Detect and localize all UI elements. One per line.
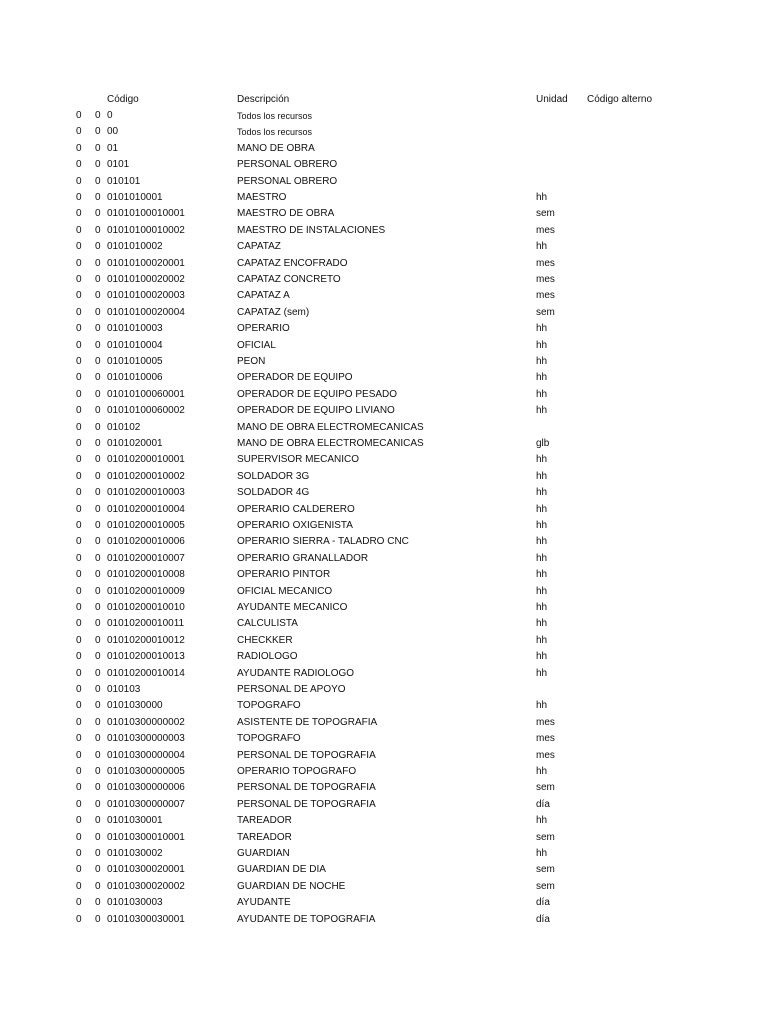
- table-row: [0, 469, 768, 485]
- row-code: 01010200010005: [107, 520, 185, 531]
- row-col-b: 0: [95, 339, 101, 351]
- row-col-a: 0: [76, 126, 82, 138]
- header-codigo-alterno: Código alterno: [587, 94, 653, 105]
- row-unit: día: [536, 897, 550, 909]
- row-unit: hh: [536, 618, 548, 630]
- row-description: PERSONAL OBRERO: [237, 175, 338, 187]
- table-row: [0, 616, 768, 632]
- row-description: MAESTRO DE OBRA: [237, 208, 335, 220]
- row-description: CALCULISTA: [237, 618, 298, 630]
- row-col-b: 0: [95, 356, 101, 367]
- row-unit: hh: [536, 323, 548, 335]
- row-unit: hh: [536, 503, 548, 515]
- row-unit: hh: [536, 585, 548, 597]
- row-col-b: 0: [95, 503, 101, 515]
- header-descripcion: Descripción: [237, 94, 290, 105]
- row-unit: día: [536, 798, 550, 810]
- row-unit: hh: [536, 569, 548, 581]
- row-col-b: 0: [95, 536, 101, 548]
- row-col-a: 0: [76, 585, 82, 597]
- row-description: PERSONAL DE TOPOGRAFIA: [237, 782, 376, 794]
- row-code: 01010200010004: [107, 503, 185, 515]
- row-col-a: 0: [76, 323, 82, 335]
- row-col-a: 0: [76, 454, 82, 466]
- row-code: 0101030000: [107, 700, 163, 712]
- row-description: TAREADOR: [237, 831, 292, 843]
- row-description: OPERARIO OXIGENISTA: [237, 520, 353, 531]
- table-row: [0, 895, 768, 911]
- row-description: GUARDIAN DE DIA: [237, 864, 326, 876]
- row-col-a: 0: [76, 913, 82, 925]
- row-description: PERSONAL DE APOYO: [237, 684, 346, 695]
- row-description: TOPOGRAFO: [237, 700, 301, 712]
- row-col-b: 0: [95, 405, 101, 417]
- row-description: OFICIAL MECANICO: [237, 585, 333, 597]
- row-unit: hh: [536, 405, 548, 417]
- row-unit: mes: [536, 749, 555, 761]
- row-col-a: 0: [76, 651, 82, 663]
- row-code: 0101010002: [107, 241, 163, 253]
- row-code: 01010100020004: [107, 306, 185, 318]
- row-col-b: 0: [95, 651, 101, 663]
- row-description: MANO DE OBRA ELECTROMECANICAS: [237, 438, 424, 449]
- row-col-b: 0: [95, 520, 101, 531]
- table-row: [0, 321, 768, 337]
- row-code: 010103: [107, 684, 141, 695]
- table-row: [0, 534, 768, 550]
- table-row: [0, 305, 768, 321]
- row-col-b: 0: [95, 274, 101, 285]
- row-code: 0101010001: [107, 192, 163, 203]
- row-code: 01010200010001: [107, 454, 185, 466]
- row-col-a: 0: [76, 634, 82, 646]
- row-col-b: 0: [95, 290, 101, 302]
- table-row: [0, 403, 768, 419]
- row-col-b: 0: [95, 733, 101, 745]
- row-code: 00: [107, 126, 119, 138]
- row-description: OFICIAL: [237, 339, 276, 351]
- row-description: GUARDIAN: [237, 848, 290, 859]
- row-description: OPERARIO: [237, 323, 290, 335]
- row-col-b: 0: [95, 864, 101, 876]
- table-row: [0, 715, 768, 731]
- row-description: CAPATAZ: [237, 241, 281, 253]
- row-description: AYUDANTE DE TOPOGRAFIA: [237, 913, 376, 925]
- row-code: 0101: [107, 159, 130, 171]
- row-unit: mes: [536, 257, 555, 269]
- row-unit: sem: [536, 880, 555, 892]
- row-unit: hh: [536, 470, 548, 482]
- row-col-b: 0: [95, 749, 101, 761]
- row-col-a: 0: [76, 274, 82, 285]
- row-col-b: 0: [95, 454, 101, 466]
- row-col-b: 0: [95, 208, 101, 220]
- row-col-b: 0: [95, 684, 101, 695]
- row-col-a: 0: [76, 897, 82, 909]
- row-unit: hh: [536, 848, 548, 859]
- row-col-b: 0: [95, 438, 101, 449]
- row-code: 010101: [107, 175, 141, 187]
- row-code: 01010100020001: [107, 257, 185, 269]
- row-code: 01010100010002: [107, 224, 185, 236]
- table-row: [0, 764, 768, 780]
- table-row: [0, 731, 768, 747]
- table-row: [0, 338, 768, 354]
- table-row: [0, 485, 768, 501]
- row-description: AYUDANTE: [237, 897, 291, 909]
- table-row: [0, 813, 768, 829]
- row-unit: mes: [536, 224, 555, 236]
- row-col-a: 0: [76, 552, 82, 564]
- table-row: [0, 223, 768, 239]
- row-code: 01010200010013: [107, 651, 185, 663]
- row-description: CHECKKER: [237, 634, 293, 646]
- row-code: 010102: [107, 421, 141, 433]
- row-unit: sem: [536, 864, 555, 876]
- table-row: [0, 108, 768, 124]
- row-code: 01010300000006: [107, 782, 185, 794]
- row-description: MAESTRO DE INSTALACIONES: [237, 224, 386, 236]
- row-col-b: 0: [95, 848, 101, 859]
- row-description: OPERARIO SIERRA - TALADRO CNC: [237, 536, 409, 548]
- row-col-a: 0: [76, 848, 82, 859]
- table-row: [0, 666, 768, 682]
- row-description: CAPATAZ ENCOFRADO: [237, 257, 348, 269]
- row-description: OPERARIO PINTOR: [237, 569, 331, 581]
- row-code: 01010100020002: [107, 274, 185, 285]
- row-col-b: 0: [95, 552, 101, 564]
- table-row: [0, 567, 768, 583]
- row-col-a: 0: [76, 700, 82, 712]
- row-code: 0101020001: [107, 438, 163, 449]
- row-col-a: 0: [76, 372, 82, 384]
- table-row: [0, 387, 768, 403]
- row-col-b: 0: [95, 880, 101, 892]
- row-code: 01010200010007: [107, 552, 185, 564]
- row-col-a: 0: [76, 388, 82, 400]
- table-row: [0, 518, 768, 534]
- table-row: [0, 780, 768, 796]
- table-row: [0, 551, 768, 567]
- table-row: [0, 256, 768, 272]
- row-code: 01010300010001: [107, 831, 185, 843]
- row-unit: hh: [536, 766, 548, 777]
- row-col-b: 0: [95, 372, 101, 384]
- table-row: [0, 912, 768, 928]
- row-col-b: 0: [95, 700, 101, 712]
- table-row: [0, 862, 768, 878]
- row-code: 0101010004: [107, 339, 163, 351]
- table-row: [0, 141, 768, 157]
- row-col-a: 0: [76, 110, 82, 121]
- row-code: 0101010003: [107, 323, 163, 335]
- row-unit: hh: [536, 651, 548, 663]
- table-row: [0, 682, 768, 698]
- row-code: 0101010005: [107, 356, 163, 367]
- row-unit: hh: [536, 356, 548, 367]
- row-col-a: 0: [76, 405, 82, 417]
- row-unit: mes: [536, 290, 555, 302]
- row-col-a: 0: [76, 175, 82, 187]
- row-code: 0101010006: [107, 372, 163, 384]
- row-unit: hh: [536, 454, 548, 466]
- row-unit: sem: [536, 831, 555, 843]
- row-col-b: 0: [95, 421, 101, 433]
- row-col-a: 0: [76, 684, 82, 695]
- row-description: MANO DE OBRA ELECTROMECANICAS: [237, 421, 424, 433]
- row-description: GUARDIAN DE NOCHE: [237, 880, 346, 892]
- row-code: 0101030003: [107, 897, 163, 909]
- row-col-a: 0: [76, 602, 82, 613]
- row-code: 01010200010003: [107, 487, 185, 499]
- row-code: 01010100060002: [107, 405, 185, 417]
- table-row: [0, 452, 768, 468]
- table-row: [0, 272, 768, 288]
- row-col-b: 0: [95, 388, 101, 400]
- table-row: [0, 797, 768, 813]
- row-description: AYUDANTE MECANICO: [237, 602, 348, 613]
- row-col-b: 0: [95, 142, 101, 154]
- row-code: 01010200010011: [107, 618, 185, 630]
- row-code: 01010100060001: [107, 388, 185, 400]
- table-row: [0, 698, 768, 714]
- table-header: [0, 92, 768, 108]
- row-col-a: 0: [76, 192, 82, 203]
- table-row: [0, 633, 768, 649]
- row-col-a: 0: [76, 716, 82, 728]
- row-col-b: 0: [95, 831, 101, 843]
- row-unit: hh: [536, 815, 548, 827]
- row-col-b: 0: [95, 257, 101, 269]
- header-unidad: Unidad: [536, 94, 568, 105]
- row-description: CAPATAZ CONCRETO: [237, 274, 341, 285]
- row-description: ASISTENTE DE TOPOGRAFIA: [237, 716, 378, 728]
- row-unit: hh: [536, 634, 548, 646]
- row-description: CAPATAZ (sem): [237, 306, 310, 318]
- row-col-b: 0: [95, 897, 101, 909]
- row-code: 01010200010014: [107, 667, 185, 679]
- row-col-a: 0: [76, 536, 82, 548]
- row-col-a: 0: [76, 618, 82, 630]
- table-row: [0, 502, 768, 518]
- row-code: 01010300000002: [107, 716, 185, 728]
- row-code: 01010100010001: [107, 208, 185, 220]
- row-code: 01010200010008: [107, 569, 185, 581]
- row-col-a: 0: [76, 290, 82, 302]
- row-description: RADIOLOGO: [237, 651, 298, 663]
- row-description: OPERADOR DE EQUIPO PESADO: [237, 388, 398, 400]
- row-col-a: 0: [76, 766, 82, 777]
- row-code: 01010200010006: [107, 536, 185, 548]
- row-code: 01010100020003: [107, 290, 185, 302]
- row-col-b: 0: [95, 306, 101, 318]
- row-col-b: 0: [95, 192, 101, 203]
- row-col-b: 0: [95, 175, 101, 187]
- table-row: [0, 174, 768, 190]
- row-col-a: 0: [76, 224, 82, 236]
- row-description: PERSONAL DE TOPOGRAFIA: [237, 798, 376, 810]
- row-col-a: 0: [76, 421, 82, 433]
- row-col-a: 0: [76, 487, 82, 499]
- row-description: TAREADOR: [237, 815, 292, 827]
- row-col-a: 0: [76, 208, 82, 220]
- row-col-b: 0: [95, 470, 101, 482]
- row-description: OPERADOR DE EQUIPO: [237, 372, 353, 384]
- table-row: [0, 370, 768, 386]
- row-col-b: 0: [95, 159, 101, 171]
- row-code: 01010300000003: [107, 733, 185, 745]
- row-col-b: 0: [95, 602, 101, 613]
- row-col-b: 0: [95, 913, 101, 925]
- row-description: OPERARIO GRANALLADOR: [237, 552, 369, 564]
- row-code: 01010300000004: [107, 749, 185, 761]
- row-col-b: 0: [95, 716, 101, 728]
- row-description: PERSONAL DE TOPOGRAFIA: [237, 749, 376, 761]
- row-code: 0: [107, 110, 113, 121]
- table-row: [0, 157, 768, 173]
- row-col-b: 0: [95, 585, 101, 597]
- row-code: 01010300030001: [107, 913, 185, 925]
- row-unit: hh: [536, 700, 548, 712]
- row-description: OPERARIO TOPOGRAFO: [237, 766, 357, 777]
- row-description: Todos los recursos: [237, 127, 313, 138]
- row-col-b: 0: [95, 766, 101, 777]
- row-unit: sem: [536, 306, 555, 318]
- row-col-a: 0: [76, 503, 82, 515]
- row-col-a: 0: [76, 520, 82, 531]
- row-description: SOLDADOR 3G: [237, 470, 310, 482]
- row-unit: hh: [536, 372, 548, 384]
- row-code: 01010300000005: [107, 766, 185, 777]
- row-col-a: 0: [76, 339, 82, 351]
- row-unit: hh: [536, 487, 548, 499]
- row-unit: mes: [536, 716, 555, 728]
- row-col-a: 0: [76, 241, 82, 253]
- row-col-a: 0: [76, 142, 82, 154]
- row-col-a: 0: [76, 749, 82, 761]
- row-col-a: 0: [76, 356, 82, 367]
- row-col-b: 0: [95, 241, 101, 253]
- row-unit: hh: [536, 552, 548, 564]
- row-col-b: 0: [95, 569, 101, 581]
- row-col-a: 0: [76, 438, 82, 449]
- row-description: AYUDANTE RADIOLOGO: [237, 667, 355, 679]
- table-row: [0, 879, 768, 895]
- row-code: 01010200010009: [107, 585, 185, 597]
- row-unit: día: [536, 913, 550, 925]
- row-col-a: 0: [76, 880, 82, 892]
- row-col-b: 0: [95, 618, 101, 630]
- row-col-b: 0: [95, 110, 101, 121]
- row-description: PEON: [237, 356, 266, 367]
- table-row: [0, 600, 768, 616]
- row-col-a: 0: [76, 306, 82, 318]
- table-row: [0, 420, 768, 436]
- table-row: [0, 288, 768, 304]
- row-unit: sem: [536, 782, 555, 794]
- row-col-a: 0: [76, 159, 82, 171]
- row-description: Todos los recursos: [237, 111, 313, 121]
- table-row: [0, 748, 768, 764]
- table-row: [0, 206, 768, 222]
- row-unit: glb: [536, 438, 550, 449]
- row-code: 01010200010002: [107, 470, 185, 482]
- row-unit: sem: [536, 208, 555, 220]
- row-col-b: 0: [95, 782, 101, 794]
- row-code: 01: [107, 142, 119, 154]
- row-col-b: 0: [95, 815, 101, 827]
- row-col-b: 0: [95, 224, 101, 236]
- row-col-a: 0: [76, 831, 82, 843]
- table-row: [0, 649, 768, 665]
- table-row: [0, 846, 768, 862]
- row-col-b: 0: [95, 126, 101, 138]
- row-description: TOPOGRAFO: [237, 733, 301, 745]
- row-unit: hh: [536, 339, 548, 351]
- table-row: [0, 239, 768, 255]
- row-col-a: 0: [76, 733, 82, 745]
- row-unit: mes: [536, 274, 555, 285]
- table-row: [0, 190, 768, 206]
- table-row: [0, 584, 768, 600]
- row-unit: hh: [536, 388, 548, 400]
- row-description: CAPATAZ A: [237, 290, 290, 302]
- row-col-b: 0: [95, 798, 101, 810]
- row-col-a: 0: [76, 864, 82, 876]
- row-description: OPERARIO CALDERERO: [237, 503, 355, 515]
- row-col-b: 0: [95, 487, 101, 499]
- row-col-a: 0: [76, 470, 82, 482]
- row-description: SOLDADOR 4G: [237, 487, 310, 499]
- row-code: 0101030002: [107, 848, 163, 859]
- row-description: OPERADOR DE EQUIPO LIVIANO: [237, 405, 395, 417]
- row-col-a: 0: [76, 815, 82, 827]
- row-code: 01010300020002: [107, 880, 185, 892]
- row-unit: hh: [536, 667, 548, 679]
- row-description: MANO DE OBRA: [237, 142, 315, 154]
- row-unit: mes: [536, 733, 555, 745]
- row-col-b: 0: [95, 323, 101, 335]
- row-unit: hh: [536, 602, 548, 613]
- row-description: MAESTRO: [237, 192, 287, 203]
- row-unit: hh: [536, 520, 548, 531]
- row-col-a: 0: [76, 257, 82, 269]
- row-col-b: 0: [95, 667, 101, 679]
- row-col-a: 0: [76, 798, 82, 810]
- row-code: 01010300000007: [107, 798, 185, 810]
- row-col-a: 0: [76, 782, 82, 794]
- row-code: 01010300020001: [107, 864, 185, 876]
- header-codigo: Código: [107, 94, 139, 105]
- row-code: 01010200010012: [107, 634, 185, 646]
- row-col-a: 0: [76, 569, 82, 581]
- row-unit: hh: [536, 192, 548, 203]
- row-col-b: 0: [95, 634, 101, 646]
- row-description: PERSONAL OBRERO: [237, 159, 338, 171]
- table-row: [0, 124, 768, 140]
- row-col-a: 0: [76, 667, 82, 679]
- table-row: [0, 436, 768, 452]
- row-unit: hh: [536, 536, 548, 548]
- row-description: SUPERVISOR MECANICO: [237, 454, 360, 466]
- table-row: [0, 354, 768, 370]
- row-code: 01010200010010: [107, 602, 185, 613]
- table-row: [0, 830, 768, 846]
- row-unit: hh: [536, 241, 548, 253]
- row-code: 0101030001: [107, 815, 163, 827]
